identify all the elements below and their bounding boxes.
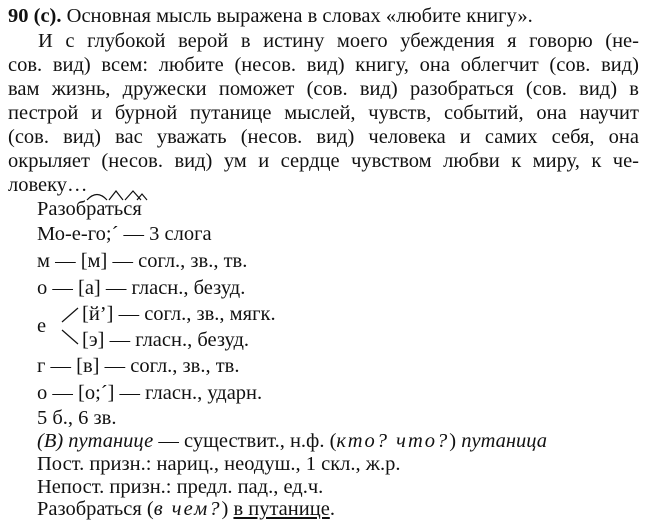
task-number: 90 (с).	[8, 5, 62, 27]
morphemic-word: Разобраться	[37, 198, 142, 220]
task-header	[8, 4, 533, 28]
quote-line-4: пестрой и бурной путанице мыслей, чувств, событий, она научит	[8, 102, 639, 124]
phonetic-sound-e-1: [й’] — согл., зв., мягк.	[82, 303, 276, 325]
morph-role	[37, 497, 335, 521]
quote-line-7: ловеку…	[8, 174, 88, 196]
morph-initial-form: путаница	[461, 430, 548, 452]
phonetic-sound-g: г — [в] — согл., зв., тв.	[37, 355, 240, 377]
morph-header	[37, 429, 547, 453]
quote-line-5: (сов. вид) вас уважать (несов. вид) человека и самих себя, она	[8, 126, 639, 148]
morph-role-target: в путанице	[233, 498, 330, 520]
morph-variable: Непост. призн.: предл. пад., ед.ч.	[37, 476, 324, 498]
morph-close-paren: )	[449, 430, 462, 452]
morph-dash-text: — существит., н.ф. (	[153, 430, 337, 452]
branch-lines-icon	[58, 300, 82, 348]
phonetic-sound-o1: о — [а] — гласн., безуд.	[37, 277, 246, 299]
quote-line-1: И с глубокой верой в истину моего убеждения я говорю (не-	[38, 30, 639, 52]
phonetic-letter-e: е	[37, 315, 47, 337]
morph-question: кто? что?	[336, 430, 450, 452]
morph-label: (В) путанице	[37, 430, 154, 452]
phonetic-sound-e-2: [э] — гласн., безуд.	[82, 329, 250, 351]
task-text: Основная мысль выражена в словах «любите книгу».	[61, 5, 533, 27]
phonetic-summary: 5 б., 6 зв.	[37, 407, 117, 429]
morph-constant: Пост. призн.: нариц., неодуш., 1 скл., ж.р.	[37, 453, 401, 475]
phonetic-sound-m: м — [м] — согл., зв., тв.	[37, 250, 248, 272]
quote-line-2: сов. вид) всем: любите (несов. вид) книгу, она облегчит (сов. вид)	[8, 54, 639, 76]
morph-role-prefix: Разобраться (	[37, 498, 154, 520]
phonetic-sound-o2: о — [о;´] — гласн., ударн.	[37, 382, 263, 404]
morph-role-end: .	[329, 498, 335, 520]
morph-role-question: в чем?	[153, 498, 222, 520]
quote-line-6: окрыляет (несов. вид) ум и сердце чувством любви к миру, к че-	[8, 150, 639, 172]
phonetic-syllables: Мо-е-го;´ — 3 слога	[37, 223, 212, 245]
quote-line-3: вам жизнь, дружески поможет (сов. вид) разобраться (сов. вид) в	[8, 78, 639, 100]
morph-role-suffix: )	[221, 498, 234, 520]
